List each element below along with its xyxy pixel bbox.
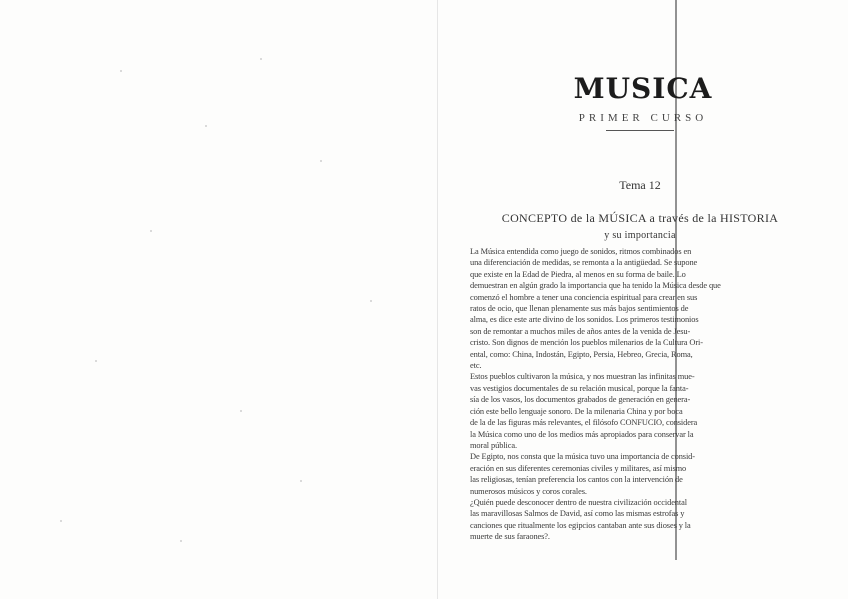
- heading-part: a través de la: [649, 211, 717, 225]
- heading-part: y su importancia: [604, 230, 676, 241]
- dust-speck: [150, 230, 152, 232]
- heading-part: CONCEPTO de la: [501, 211, 596, 225]
- dust-speck: [260, 58, 262, 60]
- heading-part: MÚSICA: [598, 211, 647, 225]
- text-line: canciones que ritualmente los egipcios cantaban ante sus dioses y la: [470, 520, 691, 530]
- title-underline: [606, 130, 674, 131]
- dust-speck: [120, 70, 122, 72]
- text-line: las religiosas, tenían preferencia los cantos con la intervención de: [470, 475, 683, 485]
- text-line: muerte de sus faraones?.: [470, 532, 550, 542]
- page-fold: [437, 0, 438, 599]
- text-line: de la de las figuras más relevantes, el filósofo CONFUCIO, considera: [470, 418, 698, 428]
- text-line: son de remontar a muchos miles de años antes de la venida de Jesu-: [470, 326, 691, 336]
- text-line: las maravillosas Salmos de David, así como las mismas estrofas y: [470, 509, 685, 519]
- text-line: etc.: [470, 361, 482, 371]
- text-line: vas vestigios documentales de su relación musical, porque la fanta-: [470, 383, 689, 393]
- dust-speck: [300, 480, 302, 482]
- dust-speck: [370, 300, 372, 302]
- text-line: ción este bello lenguaje sonoro. De la milenaria China y por boca: [470, 406, 683, 416]
- text-line: sía de los vasos, los documentos grabados de generación en genera-: [470, 395, 691, 405]
- topic-label: Tema 12: [619, 178, 661, 192]
- text-line: moral pública.: [470, 440, 517, 450]
- dust-speck: [95, 360, 97, 362]
- text-line: eración en sus diferentes ceremonias civiles y militares, así mismo: [470, 463, 687, 473]
- text-line: demuestran en algún grado la importancia que ha tenido la Música desde que: [470, 281, 721, 291]
- text-line: la Música como uno de los medios más apropiados para conservar la: [470, 429, 694, 439]
- text-line: alma, es dice este arte divino de los sonidos. Los primeros testimonios: [470, 315, 699, 325]
- dust-speck: [320, 160, 322, 162]
- text-line: cristo. Son dignos de mención los pueblos milenarios de la Cultura Ori-: [470, 338, 703, 348]
- text-line: La Música entendida como juego de sonidos, ritmos combinados en: [470, 247, 692, 256]
- text-line: Estos pueblos cultivaron la música, y nos muestran las infinitas mue-: [470, 372, 695, 382]
- dust-speck: [180, 540, 182, 542]
- text-line: comenzó el hombre a tener una conciencia espiritual para crear en sus: [470, 292, 698, 302]
- document-subtitle: PRIMER CURSO: [578, 112, 708, 124]
- dust-speck: [240, 410, 242, 412]
- heading-part: HISTORIA: [720, 211, 779, 225]
- body-text: [470, 246, 822, 543]
- text-line: una diferenciación de medidas, se remonta a la antigüedad. Se supone: [470, 258, 698, 268]
- text-line: De Egipto, nos consta que la música tuvo una importancia de consid-: [470, 452, 695, 462]
- section-heading: [470, 210, 810, 244]
- text-line: ¿Quién puede desconocer dentro de nuestra civilización occidental: [470, 497, 687, 507]
- text-line: ental, como: China, Indostán, Egipto, Persia, Hebreo, Grecia, Roma,: [470, 349, 693, 359]
- dust-speck: [205, 125, 207, 127]
- dust-speck: [60, 520, 62, 522]
- text-line: numerosos músicos y coros corales.: [470, 486, 587, 496]
- text-line: ratos de ocio, que llenan plenamente sus más bajos sentimientos de: [470, 304, 689, 314]
- document-title: MUSICA: [573, 72, 713, 105]
- text-line: que existe en la Edad de Piedra, al menos en su forma de baile. Lo: [470, 269, 686, 279]
